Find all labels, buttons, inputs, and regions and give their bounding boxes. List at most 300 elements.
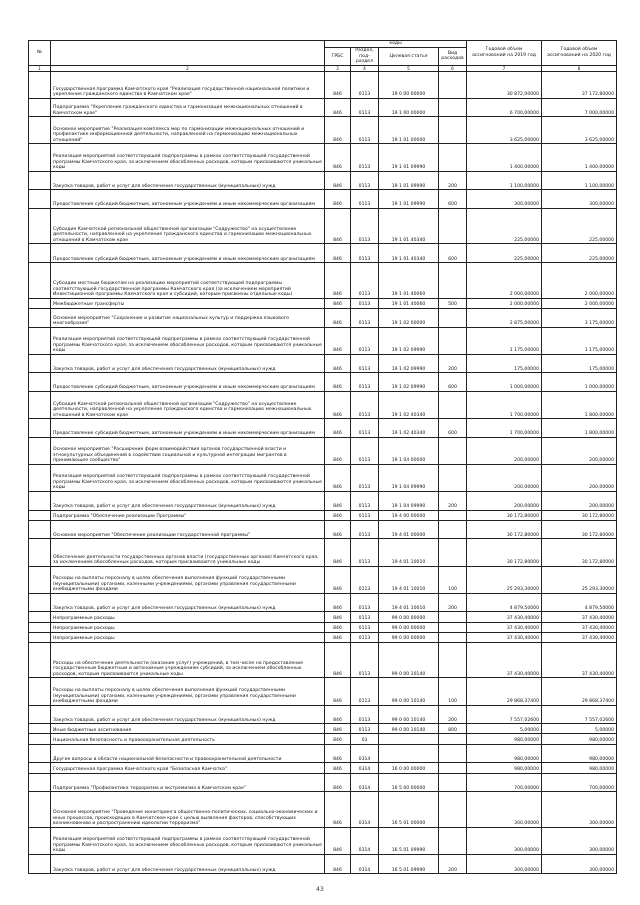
row-target-cell: 16 0 00 00000 — [379, 763, 439, 773]
row-vid-cell: 200 — [439, 171, 467, 190]
row-target-cell: 99 0 00 10140 — [379, 678, 439, 705]
row-vol2019-cell: 29 868,37400 — [467, 678, 542, 705]
row-razdel-cell: 0113 — [351, 593, 379, 612]
row-number-cell — [29, 144, 51, 171]
row-vol2020-cell: 3 175,00000 — [542, 308, 617, 327]
table-row — [29, 642, 617, 678]
row-razdel-cell: 0113 — [351, 117, 379, 144]
row-grbs-cell: 846 — [325, 437, 351, 464]
row-vol2020-cell: 200,00000 — [542, 437, 617, 464]
column-number: 4 — [351, 65, 379, 71]
row-vol2020-cell: 30 172,80000 — [542, 539, 617, 566]
row-target-cell: 19 1 04 00000 — [379, 437, 439, 464]
row-grbs-cell: 846 — [325, 208, 351, 244]
row-number-cell — [29, 744, 51, 763]
row-name-cell: Подпрограмма "Укрепление гражданского единства и гармонизация межнациональных отношений в Камчатском крае" — [51, 98, 325, 117]
row-target-cell: 19 4 00 00000 — [379, 510, 439, 520]
row-vol2019-cell: 225,00000 — [467, 244, 542, 263]
row-vol2020-cell: 175,00000 — [542, 354, 617, 373]
row-vid-cell — [439, 642, 467, 678]
row-number-cell — [29, 520, 51, 539]
row-grbs-cell: 846 — [325, 98, 351, 117]
row-number-cell — [29, 612, 51, 622]
table-row — [29, 263, 617, 299]
row-vol2019-cell: 1 000,00000 — [467, 373, 542, 392]
document-sheet — [28, 40, 616, 874]
row-name-cell: Закупка товаров, работ и услуг для обеспечения государственных (муниципальных) нужд — [51, 354, 325, 373]
row-grbs-cell: 846 — [325, 71, 351, 98]
grbs-column-header: ГРБС — [325, 48, 351, 66]
table-row — [29, 539, 617, 566]
row-target-cell: 19 1 04 09990 — [379, 464, 439, 491]
row-target-cell: 19 1 01 09990 — [379, 171, 439, 190]
row-target-cell: 19 1 04 09990 — [379, 491, 439, 510]
table-row — [29, 190, 617, 209]
row-vol2020-cell: 7 000,00000 — [542, 98, 617, 117]
row-number-cell — [29, 622, 51, 632]
num-column-header: № — [29, 41, 51, 66]
row-vid-cell — [439, 744, 467, 763]
row-target-cell: 19 1 02 40340 — [379, 419, 439, 438]
row-razdel-cell: 0113 — [351, 263, 379, 299]
row-number-cell — [29, 71, 51, 98]
table-row — [29, 566, 617, 593]
row-target-cell: 19 1 01 40340 — [379, 208, 439, 244]
row-vol2020-cell: 5,00000 — [542, 724, 617, 734]
row-target-cell: 19 1 01 40060 — [379, 263, 439, 299]
row-vol2019-cell: 2 000,00000 — [467, 263, 542, 299]
row-name-cell: Расходы на обеспечение деятельности (оказание услуг) учреждений, в том числе на предоставление государственным бюджетным и автономным учреждениям субсидий, за исключением обособленных расходов, которым присваиваются уникальные коды — [51, 642, 325, 678]
row-name-cell: Расходы на выплаты персоналу в целях обеспечения выполнения функций государственными (муниципальными) органами, казенными учреждениями, органами управления государственными внебюджетными фондами — [51, 678, 325, 705]
row-grbs-cell: 846 — [325, 419, 351, 438]
row-vol2020-cell: 225,00000 — [542, 208, 617, 244]
row-vol2020-cell: 7 557,02600 — [542, 705, 617, 724]
row-vol2019-cell: 30 172,80000 — [467, 510, 542, 520]
row-grbs-cell: 846 — [325, 566, 351, 593]
row-vid-cell: 200 — [439, 705, 467, 724]
row-target-cell: 16 5 01 00000 — [379, 792, 439, 828]
row-vol2019-cell: 1 700,00000 — [467, 419, 542, 438]
row-grbs-cell: 846 — [325, 744, 351, 763]
row-vol2020-cell: 4 879,50000 — [542, 593, 617, 612]
row-name-cell: Основное мероприятие "Сохранение и развитие национальных культур и поддержка языкового многообразия" — [51, 308, 325, 327]
row-target-cell: 19 0 00 00000 — [379, 71, 439, 98]
row-grbs-cell: 846 — [325, 593, 351, 612]
row-target-cell: 19 1 01 09990 — [379, 144, 439, 171]
row-number-cell — [29, 642, 51, 678]
row-razdel-cell: 0314 — [351, 763, 379, 773]
row-vid-cell: 100 — [439, 566, 467, 593]
row-grbs-cell: 846 — [325, 263, 351, 299]
row-name-cell: Межбюджетные трансферты — [51, 298, 325, 308]
table-row — [29, 734, 617, 744]
row-grbs-cell: 846 — [325, 190, 351, 209]
row-vol2019-cell: 30 172,80000 — [467, 520, 542, 539]
row-razdel-cell: 0113 — [351, 437, 379, 464]
row-vid-cell — [439, 520, 467, 539]
row-number-cell — [29, 632, 51, 642]
row-target-cell: 19 1 01 40340 — [379, 244, 439, 263]
row-target-cell: 99 0 00 00000 — [379, 622, 439, 632]
table-row — [29, 520, 617, 539]
row-razdel-cell: 0113 — [351, 612, 379, 622]
row-grbs-cell: 846 — [325, 724, 351, 734]
row-vid-cell — [439, 792, 467, 828]
row-razdel-cell: 0113 — [351, 705, 379, 724]
row-vol2019-cell: 6 700,00000 — [467, 98, 542, 117]
row-target-cell: 19 4 01 10010 — [379, 566, 439, 593]
row-grbs-cell: 846 — [325, 298, 351, 308]
table-row — [29, 744, 617, 763]
row-number-cell — [29, 734, 51, 744]
row-razdel-cell: 0113 — [351, 327, 379, 354]
row-grbs-cell: 846 — [325, 491, 351, 510]
row-name-cell: Иные бюджетные ассигнования — [51, 724, 325, 734]
row-grbs-cell: 846 — [325, 792, 351, 828]
row-vol2019-cell: 37 430,40000 — [467, 612, 542, 622]
row-razdel-cell: 0113 — [351, 491, 379, 510]
row-number-cell — [29, 354, 51, 373]
row-vol2019-cell: 200,00000 — [467, 491, 542, 510]
row-vid-cell — [439, 208, 467, 244]
row-target-cell: 99 0 00 00000 — [379, 612, 439, 622]
row-vol2019-cell: 300,00000 — [467, 827, 542, 854]
row-vol2019-cell: 2 000,00000 — [467, 298, 542, 308]
row-grbs-cell: 846 — [325, 144, 351, 171]
row-vol2020-cell: 225,00000 — [542, 244, 617, 263]
row-name-cell: Реализация мероприятий соответствующей подпрограммы в рамках соответствующей государственной программы Камчатского края, за исключением обособленных расходов, которым присваиваются уникальные коды — [51, 327, 325, 354]
table-row — [29, 491, 617, 510]
column-number: 7 — [467, 65, 542, 71]
row-target-cell: 99 0 00 10140 — [379, 705, 439, 724]
vol2020-column-header: Годовой объем ассигнований на 2020 год — [542, 41, 617, 66]
row-vol2020-cell: 37 172,80000 — [542, 71, 617, 98]
row-number-cell — [29, 308, 51, 327]
row-name-cell: Закупка товаров, работ и услуг для обеспечения государственных (муниципальных) нужд — [51, 171, 325, 190]
column-number: 6 — [439, 65, 467, 71]
row-vid-cell — [439, 622, 467, 632]
row-vol2020-cell: 25 293,30000 — [542, 566, 617, 593]
row-razdel-cell: 0113 — [351, 98, 379, 117]
row-name-cell: Субсидия Камчатской региональной общественной организации "Содружество" на осуществление деятельности, направленной на укрепление гражданского единства и гармонизацию межнациональных отношений в Камчатском крае — [51, 208, 325, 244]
row-vol2020-cell: 300,00000 — [542, 190, 617, 209]
row-razdel-cell: 0113 — [351, 244, 379, 263]
row-vol2020-cell: 3 625,00000 — [542, 117, 617, 144]
row-number-cell — [29, 491, 51, 510]
row-razdel-cell: 0113 — [351, 419, 379, 438]
row-vol2020-cell: 30 172,80000 — [542, 510, 617, 520]
row-razdel-cell: 0314 — [351, 773, 379, 792]
row-number-cell — [29, 539, 51, 566]
table-row — [29, 678, 617, 705]
row-vid-cell — [439, 437, 467, 464]
row-vid-cell: 500 — [439, 298, 467, 308]
row-target-cell — [379, 734, 439, 744]
row-vid-cell: 100 — [439, 678, 467, 705]
row-vol2020-cell: 200,00000 — [542, 491, 617, 510]
name-column-header — [51, 41, 325, 66]
row-name-cell: Подпрограмма "Профилактика терроризма и экстремизма в Камчатском крае" — [51, 773, 325, 792]
row-vol2019-cell: 700,00000 — [467, 773, 542, 792]
column-number: 5 — [379, 65, 439, 71]
row-target-cell: 16 5 01 09990 — [379, 827, 439, 854]
row-vol2020-cell: 1 400,00000 — [542, 144, 617, 171]
row-razdel-cell: 0113 — [351, 308, 379, 327]
codes-group-header: коды — [325, 41, 467, 48]
row-name-cell: Государственная программа Камчатского края "Реализация государственной национальной политики и укрепление гражданского единства в Камчатском крае" — [51, 71, 325, 98]
row-name-cell: Субсидии местным бюджетам на реализацию мероприятий соответствующей подпрограммы соответствующей государственной программы Камчатского края (за исключением мероприятий Инвестиционной программы Камчатского края и субсидий, которым присвоены отдельные коды) — [51, 263, 325, 299]
row-vol2019-cell: 980,00000 — [467, 734, 542, 744]
row-razdel-cell: 0113 — [351, 208, 379, 244]
row-number-cell — [29, 763, 51, 773]
column-number: 1 — [29, 65, 51, 71]
column-number: 8 — [542, 65, 617, 71]
row-target-cell — [379, 744, 439, 763]
row-vol2020-cell: 2 000,00000 — [542, 298, 617, 308]
table-row — [29, 354, 617, 373]
row-target-cell: 19 4 01 00000 — [379, 520, 439, 539]
row-number-cell — [29, 566, 51, 593]
row-vid-cell: 200 — [439, 593, 467, 612]
table-row — [29, 773, 617, 792]
row-grbs-cell: 846 — [325, 539, 351, 566]
row-vol2020-cell: 300,00000 — [542, 792, 617, 828]
row-grbs-cell: 846 — [325, 244, 351, 263]
table-header — [29, 41, 617, 72]
row-razdel-cell: 0113 — [351, 678, 379, 705]
column-number: 2 — [51, 65, 325, 71]
row-grbs-cell: 846 — [325, 773, 351, 792]
row-name-cell: Расходы на выплаты персоналу в целях обеспечения выполнения функций государственными (муниципальными) органами, казенными учреждениями, органами управления государственными внебюджетными фондами — [51, 566, 325, 593]
row-target-cell: 19 1 00 00000 — [379, 98, 439, 117]
row-vid-cell — [439, 98, 467, 117]
row-name-cell: Основное мероприятие "Проведение мониторинга общественно-политических, социально-экономических и иных процессов, происходящих в Камчатском крае с целью выявления факторов, способствующих возникновению и распространению идеологии терроризма" — [51, 792, 325, 828]
row-name-cell: Закупка товаров, работ и услуг для обеспечения государственных (муниципальных) нужд — [51, 593, 325, 612]
page-number: 43 — [316, 886, 324, 893]
row-grbs-cell: 846 — [325, 510, 351, 520]
row-razdel-cell: 0113 — [351, 71, 379, 98]
row-number-cell — [29, 190, 51, 209]
row-number-cell — [29, 854, 51, 873]
row-name-cell: Основное мероприятие "Расширение форм взаимодействия органов государственной власти и этнокультурных объединений в содействии социальной и культурной интеграции мигрантов в принимающее сообщество" — [51, 437, 325, 464]
row-name-cell: Непрограммные расходы — [51, 632, 325, 642]
row-number-cell — [29, 827, 51, 854]
row-name-cell: Предоставление субсидий бюджетным, автономным учреждениям и иным некоммерческим организациям — [51, 373, 325, 392]
row-name-cell: Закупка товаров, работ и услуг для обеспечения государственных (муниципальных) нужд — [51, 705, 325, 724]
row-vid-cell: 600 — [439, 419, 467, 438]
row-vol2019-cell: 980,00000 — [467, 744, 542, 763]
row-grbs-cell: 846 — [325, 734, 351, 744]
table-row — [29, 827, 617, 854]
row-number-cell — [29, 98, 51, 117]
row-vol2020-cell: 980,00000 — [542, 734, 617, 744]
row-razdel-cell: 0314 — [351, 792, 379, 828]
row-vid-cell: 600 — [439, 244, 467, 263]
row-number-cell — [29, 298, 51, 308]
row-vol2019-cell: 4 879,50000 — [467, 593, 542, 612]
table-row — [29, 763, 617, 773]
row-vol2019-cell: 5,00000 — [467, 724, 542, 734]
row-vol2020-cell: 37 430,40000 — [542, 622, 617, 632]
row-grbs-cell: 846 — [325, 354, 351, 373]
row-razdel-cell: 0314 — [351, 854, 379, 873]
row-name-cell: Обеспечение деятельности государственных органов власти (государственных органов) Камчатского края, за исключением обособленных расходов, которым присваиваются уникальные коды — [51, 539, 325, 566]
row-vol2019-cell: 1 100,00000 — [467, 171, 542, 190]
row-grbs-cell: 846 — [325, 373, 351, 392]
row-number-cell — [29, 792, 51, 828]
row-vid-cell — [439, 144, 467, 171]
row-number-cell — [29, 437, 51, 464]
row-vol2019-cell: 1 700,00000 — [467, 391, 542, 418]
row-number-cell — [29, 773, 51, 792]
table-row — [29, 419, 617, 438]
row-vol2019-cell: 300,00000 — [467, 854, 542, 873]
table-row — [29, 632, 617, 642]
table-row — [29, 792, 617, 828]
row-name-cell: Реализация мероприятий соответствующей подпрограммы в рамках соответствующей государственной программы Камчатского края, за исключением обособленных расходов, которым присваиваются уникальные коды — [51, 827, 325, 854]
row-vol2020-cell: 300,00000 — [542, 854, 617, 873]
row-name-cell: Национальная безопасность и правоохранительная деятельность — [51, 734, 325, 744]
column-number: 3 — [325, 65, 351, 71]
row-name-cell: Закупка товаров, работ и услуг для обеспечения государственных (муниципальных) нужд — [51, 491, 325, 510]
razdel-column-header: Раздел, под-раздел — [351, 48, 379, 66]
row-vid-cell — [439, 734, 467, 744]
row-vol2020-cell: 37 430,40000 — [542, 632, 617, 642]
row-vol2019-cell: 175,00000 — [467, 354, 542, 373]
row-vid-cell — [439, 117, 467, 144]
row-name-cell: Закупка товаров, работ и услуг для обеспечения государственных (муниципальных) нужд — [51, 854, 325, 873]
row-grbs-cell: 846 — [325, 622, 351, 632]
row-razdel-cell: 0113 — [351, 622, 379, 632]
row-target-cell: 19 1 01 09990 — [379, 190, 439, 209]
row-vol2019-cell: 25 293,30000 — [467, 566, 542, 593]
row-vol2019-cell: 37 430,40000 — [467, 642, 542, 678]
row-razdel-cell: 0113 — [351, 632, 379, 642]
table-body — [29, 71, 617, 873]
row-grbs-cell: 846 — [325, 632, 351, 642]
row-target-cell: 19 1 02 09990 — [379, 327, 439, 354]
row-razdel-cell: 0113 — [351, 190, 379, 209]
row-number-cell — [29, 510, 51, 520]
row-razdel-cell: 0113 — [351, 520, 379, 539]
row-number-cell — [29, 724, 51, 734]
row-vid-cell: 200 — [439, 854, 467, 873]
table-row — [29, 244, 617, 263]
row-number-cell — [29, 244, 51, 263]
row-razdel-cell: 0113 — [351, 724, 379, 734]
row-vol2020-cell: 300,00000 — [542, 827, 617, 854]
row-grbs-cell: 846 — [325, 171, 351, 190]
row-number-cell — [29, 593, 51, 612]
table-row — [29, 171, 617, 190]
row-name-cell: Субсидия Камчатской региональной общественной организации "Содружество" на осуществление деятельности, направленной на укрепление гражданского единства и гармонизацию межнациональных отношений в Камчатском крае — [51, 391, 325, 418]
row-razdel-cell: 0314 — [351, 827, 379, 854]
row-target-cell: 99 0 00 00000 — [379, 632, 439, 642]
row-vid-cell: 800 — [439, 724, 467, 734]
row-number-cell — [29, 171, 51, 190]
row-grbs-cell: 846 — [325, 827, 351, 854]
row-vid-cell — [439, 632, 467, 642]
row-target-cell: 19 4 01 10010 — [379, 593, 439, 612]
row-name-cell: Предоставление субсидий бюджетным, автономным учреждениям и иным некоммерческим организациям — [51, 419, 325, 438]
row-number-cell — [29, 464, 51, 491]
row-vid-cell — [439, 827, 467, 854]
row-grbs-cell: 846 — [325, 117, 351, 144]
row-target-cell: 19 1 02 00000 — [379, 308, 439, 327]
row-vol2019-cell: 1 400,00000 — [467, 144, 542, 171]
table-row — [29, 308, 617, 327]
row-grbs-cell: 846 — [325, 763, 351, 773]
row-grbs-cell: 846 — [325, 308, 351, 327]
row-grbs-cell: 846 — [325, 391, 351, 418]
row-target-cell: 19 1 02 40340 — [379, 391, 439, 418]
row-vol2020-cell: 37 430,40000 — [542, 642, 617, 678]
row-grbs-cell: 846 — [325, 642, 351, 678]
row-number-cell — [29, 419, 51, 438]
row-razdel-cell: 0113 — [351, 373, 379, 392]
table-row — [29, 705, 617, 724]
row-vol2020-cell: 29 868,37400 — [542, 678, 617, 705]
row-vol2019-cell: 980,00000 — [467, 763, 542, 773]
row-name-cell: Реализация мероприятий соответствующей подпрограммы в рамках соответствующей государственной программы Камчатского края, за исключением обособленных расходов, которым присваиваются уникальные коды — [51, 144, 325, 171]
row-vol2019-cell: 37 430,40000 — [467, 622, 542, 632]
row-number-cell — [29, 705, 51, 724]
row-grbs-cell: 846 — [325, 327, 351, 354]
table-row — [29, 437, 617, 464]
table-row — [29, 464, 617, 491]
row-vol2019-cell: 7 557,02600 — [467, 705, 542, 724]
row-vol2019-cell: 200,00000 — [467, 464, 542, 491]
row-vid-cell — [439, 71, 467, 98]
row-vol2019-cell: 300,00000 — [467, 190, 542, 209]
table-row — [29, 117, 617, 144]
row-vid-cell: 600 — [439, 373, 467, 392]
budget-table — [28, 40, 617, 874]
row-name-cell: Непрограммные расходы — [51, 622, 325, 632]
row-vid-cell: 600 — [439, 190, 467, 209]
row-name-cell: Предоставление субсидий бюджетным, автономным учреждениям и иным некоммерческим организациям — [51, 244, 325, 263]
row-razdel-cell: 0113 — [351, 464, 379, 491]
row-grbs-cell: 846 — [325, 854, 351, 873]
table-row — [29, 612, 617, 622]
row-number-cell — [29, 263, 51, 299]
table-row — [29, 724, 617, 734]
row-number-cell — [29, 391, 51, 418]
table-row — [29, 327, 617, 354]
row-vol2020-cell: 2 000,00000 — [542, 263, 617, 299]
row-razdel-cell: 0113 — [351, 539, 379, 566]
row-razdel-cell: 0113 — [351, 144, 379, 171]
row-vol2019-cell: 37 430,40000 — [467, 632, 542, 642]
row-vid-cell — [439, 308, 467, 327]
table-row — [29, 208, 617, 244]
target-column-header: Целевая статья — [379, 48, 439, 66]
row-vid-cell — [439, 391, 467, 418]
row-name-cell: Непрограммные расходы — [51, 612, 325, 622]
row-grbs-cell: 846 — [325, 612, 351, 622]
row-target-cell: 99 0 00 10140 — [379, 724, 439, 734]
row-name-cell: Основное мероприятие "Реализация комплекса мер по гармонизации межнациональных отношений и профилактике информационной деятельности, направленной на гармонизацию межнациональных отношений" — [51, 117, 325, 144]
row-target-cell: 19 1 02 09990 — [379, 373, 439, 392]
row-vol2020-cell: 1 000,00000 — [542, 373, 617, 392]
row-razdel-cell: 0113 — [351, 391, 379, 418]
table-row — [29, 510, 617, 520]
table-row — [29, 391, 617, 418]
row-vol2019-cell: 225,00000 — [467, 208, 542, 244]
row-vol2019-cell: 1 175,00000 — [467, 327, 542, 354]
row-name-cell: Другие вопросы в области национальной безопасности и правоохранительной деятельности — [51, 744, 325, 763]
row-vol2020-cell: 980,00000 — [542, 744, 617, 763]
